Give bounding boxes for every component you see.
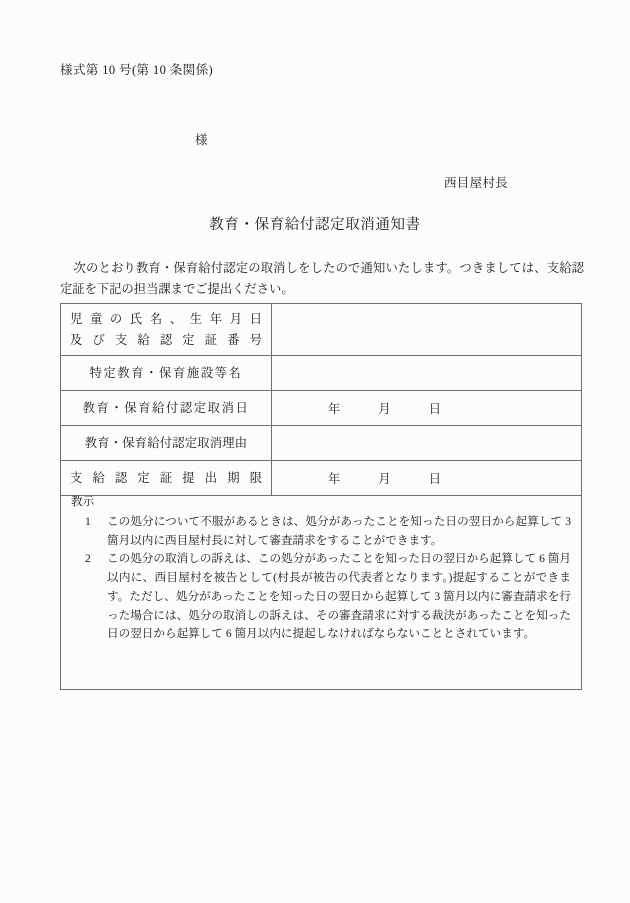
legal-notice-box bbox=[60, 487, 582, 690]
row-label-facility-name-text: 特定教育・保育施設等名 bbox=[89, 365, 243, 380]
certification-details-table bbox=[60, 303, 582, 496]
issuer-name: 西目屋村長 bbox=[443, 176, 508, 190]
table-row bbox=[61, 304, 582, 356]
row-label-child-info-line2: 及び支給認定証番号 bbox=[70, 332, 262, 347]
row-value-cancellation-reason[interactable] bbox=[272, 426, 582, 461]
date-placeholder-cancellation: 年 月 日 bbox=[328, 402, 442, 417]
intro-line-1: 次のとおり教育・保育給付認定の取消しをしたので通知いたします。つきましては、 bbox=[73, 261, 547, 275]
table-row bbox=[61, 391, 582, 426]
row-label-cancellation-date-text: 教育・保育給付認定取消日 bbox=[82, 400, 250, 415]
row-value-cancellation-date[interactable] bbox=[272, 391, 582, 426]
legal-notice-item-text: この処分の取消しの訴えは、この処分があったことを知った日の翌日から起算して 6 箇月以内に、西目屋村を被告として(村長が被告の代表者となります。)提起することができます。ただし、処分があったことを知った日の翌日から起算して 3 箇月以内に審査請求を行った場合には、処分の取消しの訴えは、その審査請求に対する裁決があったことを知った日の翌日から起算して 6 箇月以内に提起しなければならないこととされています。 bbox=[107, 552, 571, 641]
table-row bbox=[61, 356, 582, 391]
document-title: 教育・保育給付認定取消通知書 bbox=[209, 217, 421, 233]
form-number: 様式第 10 号(第 10 条関係) bbox=[60, 63, 214, 77]
date-placeholder-deadline: 年 月 日 bbox=[328, 472, 442, 487]
legal-notice-item bbox=[85, 550, 571, 644]
row-label-cancellation-date bbox=[61, 391, 272, 426]
row-label-child-info-line1: 児童の氏名、生年月日 bbox=[70, 312, 262, 326]
intro-line-2: 支給認定証を下記の担当課までご提出ください。 bbox=[60, 261, 584, 297]
legal-notice-item-number: 1 bbox=[85, 514, 91, 528]
row-label-cancellation-reason-text: 教育・保育給付認定取消理由 bbox=[84, 435, 248, 450]
row-label-submission-deadline-text: 支給認定証提出期限 bbox=[70, 470, 262, 485]
row-value-facility-name[interactable] bbox=[272, 356, 582, 391]
row-value-child-info[interactable] bbox=[272, 304, 582, 356]
table-row bbox=[61, 426, 582, 461]
intro-paragraph bbox=[60, 258, 584, 300]
legal-notice-heading: 教示 bbox=[71, 495, 95, 508]
legal-notice-item-text: この処分について不服があるときは、処分があったことを知った日の翌日から起算して 3 箇月以内に西目屋村長に対して審査請求をすることができます。 bbox=[107, 514, 571, 547]
legal-notice-item-number: 2 bbox=[85, 552, 91, 566]
legal-notice-item bbox=[85, 513, 571, 551]
row-label-child-info bbox=[61, 304, 272, 356]
row-label-cancellation-reason bbox=[61, 426, 272, 461]
addressee-honorific: 様 bbox=[195, 133, 208, 147]
row-label-facility-name bbox=[61, 356, 272, 391]
